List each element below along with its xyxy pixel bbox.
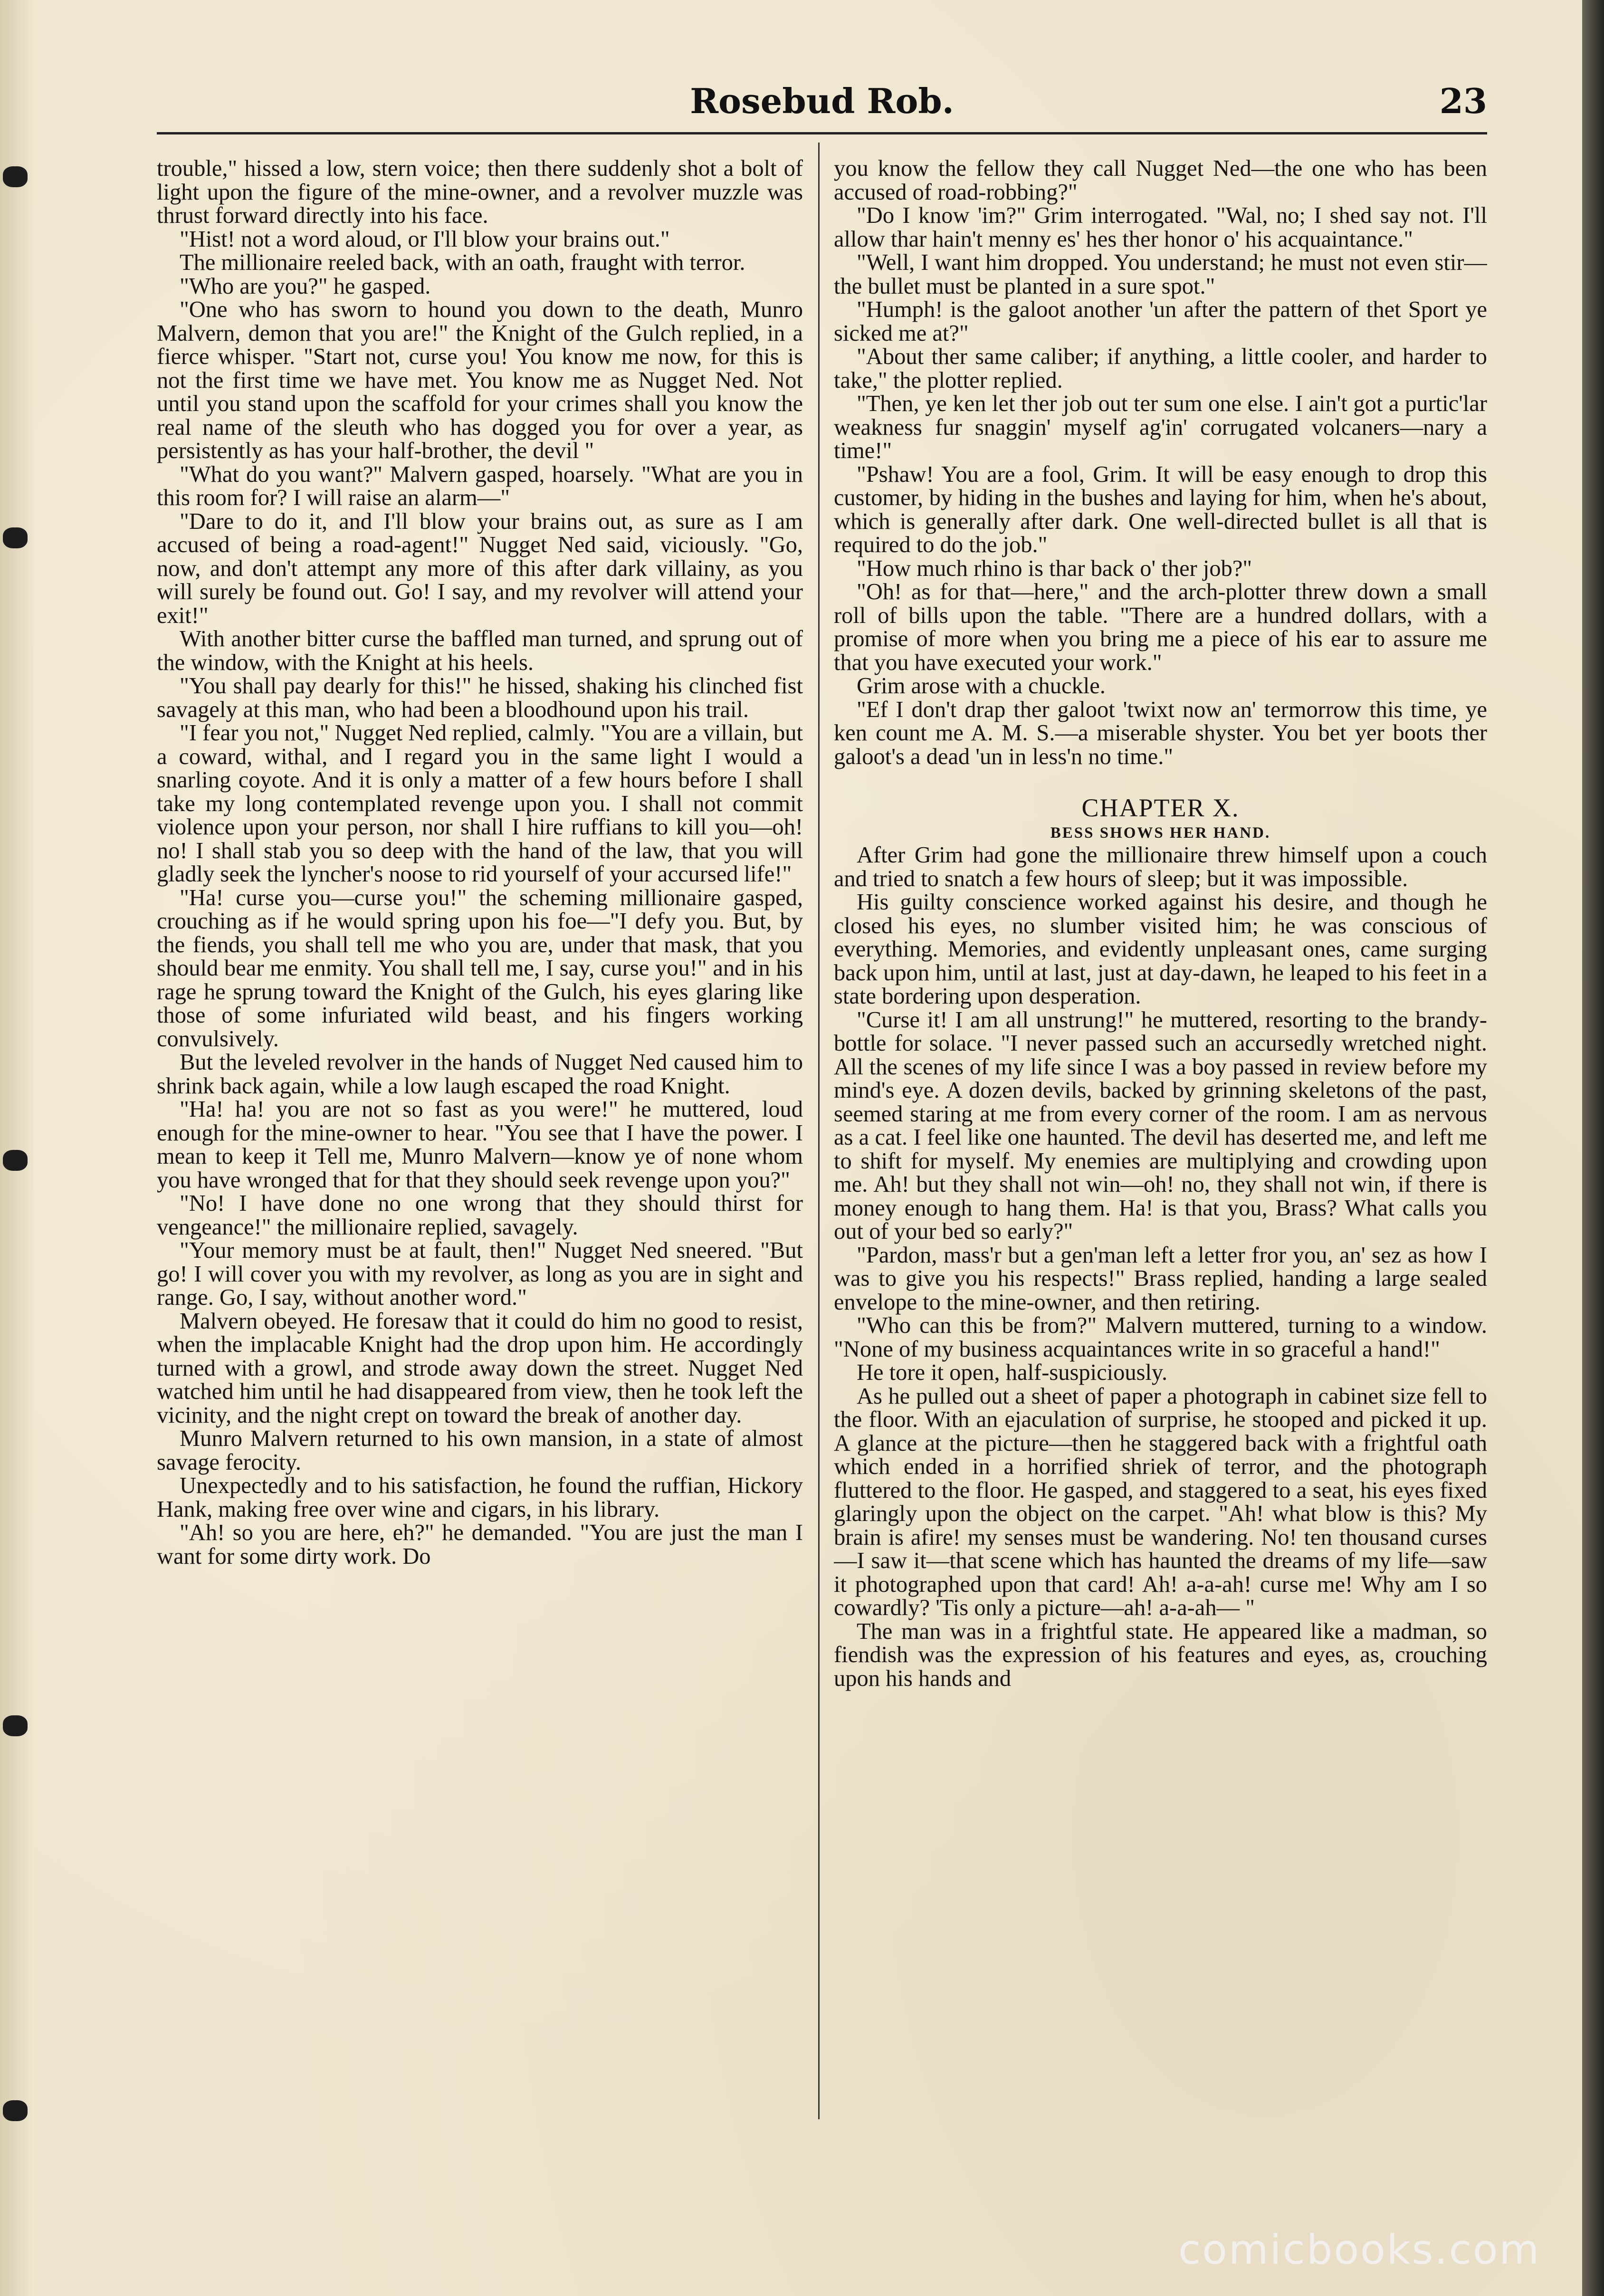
paragraph: "I fear you not," Nugget Ned replied, calmly. "You are a villain, but a coward, withal, and I regard you in the same light I would a snarling coyote. And it is only a matter of a few hours before I shall take my long contemplated revenge upon you. I shall not commit violence upon your person, nor shall I hire ruffians to kill you—oh! no! I shall stab you so deep with the hand of the law, that you will gladly seek the lyncher's noose to rid yourself of your accursed life!": [157, 720, 803, 887]
paragraph: "What do you want?" Malvern gasped, hoarsely. "What are you in this room for? I will raise an alarm—": [157, 461, 803, 510]
paragraph: Unexpectedly and to his satisfaction, he found the ruffian, Hickory Hank, making free over wine and cigars, in his library.: [157, 1473, 803, 1522]
right-column: [834, 157, 1487, 2200]
paragraph: "No! I have done no one wrong that they should thirst for vengeance!" the millionaire replied, savagely.: [157, 1191, 803, 1240]
paragraph: "Do I know 'im?" Grim interrogated. "Wal, no; I shed say not. I'll allow thar hain't menny es' hes ther honor o' his acquaintance.": [834, 203, 1487, 252]
paragraph: "How much rhino is thar back o' ther job?": [857, 555, 1252, 581]
page-number: 23: [1439, 81, 1487, 121]
binding-hole: [3, 2100, 28, 2121]
right-column-text-after: [834, 843, 1487, 1690]
chapter-subtitle: BESS SHOWS HER HAND.: [1050, 824, 1271, 842]
page-edge-shadow: [1582, 0, 1604, 2296]
paragraph: But the leveled revolver in the hands of Nugget Ned caused him to shrink back again, while a low laugh escaped the road Knight.: [157, 1050, 803, 1099]
page-title: Rosebud Rob.: [690, 81, 954, 121]
binding-hole: [3, 1715, 28, 1736]
paragraph: "Humph! is the galoot another 'un after the pattern of thet Sport ye sicked me at?": [834, 297, 1487, 346]
binding-hole: [3, 527, 28, 548]
column-divider: [818, 143, 820, 2119]
paragraph: With another bitter curse the baffled man turned, and sprung out of the window, with the Knight at his heels.: [157, 626, 803, 675]
paragraph: Malvern obeyed. He foresaw that it could do him no good to resist, when the implacable Knight had the drop upon him. He accordingly turned with a growl, and strode away down the street. Nugget Ned watched him until he had disappeared from view, then he took left the vicinity, and the night crept on toward the break of another day.: [157, 1308, 803, 1428]
paragraph: His guilty conscience worked against his desire, and though he closed his eyes, no slumber visited him; he was conscious of everything. Memories, and evidently unpleasant ones, came surging back upon him, until at last, just at day-dawn, he leaped to his feet in a state bordering upon desperation.: [834, 890, 1487, 1009]
paragraph: "Who can this be from?" Malvern muttered, turning to a window. "None of my business acquaintances write in so graceful a hand!": [834, 1313, 1487, 1362]
paragraph: "Ah! so you are here, eh?" he demanded. "You are just the man I want for some dirty work. Do: [157, 1520, 803, 1569]
paragraph: "Then, ye ken let ther job out ter sum one else. I ain't got a purtic'lar weakness fur snaggin' myself ag'in' corrugated volcaners—nary a time!": [834, 391, 1487, 463]
paragraph: He tore it open, half-suspiciously.: [857, 1360, 1168, 1385]
paragraph: The millionaire reeled back, with an oath, fraught with terror.: [180, 250, 745, 275]
paragraph: "Ef I don't drap ther galoot 'twixt now an' termorrow this time, ye ken count me A. M. S.—a miserable shyster. You bet yer boots ther galoot's a dead 'un in less'n no time.": [834, 697, 1487, 769]
paragraph: The man was in a frightful state. He appeared like a madman, so fiendish was the expression of his features and eyes, as, crouching upon his hands and: [834, 1618, 1487, 1691]
paragraph: "You shall pay dearly for this!" he hissed, shaking his clinched fist savagely at this man, who had been a bloodhound upon his trail.: [157, 673, 803, 722]
binding-strip: [0, 0, 33, 2296]
paragraph: "Oh! as for that—here," and the arch-plotter threw down a small roll of bills upon the table. "There are a hundred dollars, with a promise of more when you bring me a piece of his ear to assure me that you have executed your work.": [834, 579, 1487, 675]
paragraph: "Hist! not a word aloud, or I'll blow your brains out.": [180, 226, 670, 252]
paragraph: Grim arose with a chuckle.: [857, 673, 1106, 698]
paragraph: "Dare to do it, and I'll blow your brains out, as sure as I am accused of being a road-agent!" Nugget Ned said, viciously. "Go, now, and don't attempt any more of this after dark villainy, as you will surely be found out. Go! I say, and my revolver will attend your exit!": [157, 508, 803, 628]
paragraph: you know the fellow they call Nugget Ned—the one who has been accused of road-robbing?": [834, 157, 1487, 205]
paragraph: "One who has sworn to hound you down to the death, Munro Malvern, demon that you are!" the Knight of the Gulch replied, in a fierce whisper. "Start not, curse you! You know me now, for this is not the first time we have met. You know me as Nugget Ned. Not until you stand upon the scaffold for your crimes shall you know the real name of the sleuth who has dogged you for over a year, as persistently as has your half-brother, the devil ": [157, 297, 803, 463]
paragraph: As he pulled out a sheet of paper a photograph in cabinet size fell to the floor. With an ejaculation of surprise, he stooped and picked it up. A glance at the picture—then he staggered back with a frightful oath which ended in a horrified shriek of terror, and the photograph fluttered to the floor. He gasped, and staggered to a seat, his eyes fixed glaringly upon the object on the carpet. "Ah! what blow is this? My brain is afire! my senses must be wandering. No! ten thousand curses—I saw it—that scene which has haunted the dreams of my life—saw it photographed upon that card! Ah! a-a-ah! curse me! Why am I so cowardly? 'Tis only a picture—ah! a-a-ah— ": [834, 1383, 1487, 1620]
paragraph: trouble," hissed a low, stern voice; then there suddenly shot a bolt of light upon the figure of the mine-owner, and a revolver muzzle was thrust forward directly into his face.: [157, 157, 803, 228]
left-column: [157, 157, 803, 2200]
watermark: comicbooks.com: [1178, 2226, 1541, 2274]
paragraph: "Who are you?" he gasped.: [180, 273, 431, 299]
right-column-text-before: [834, 157, 1487, 768]
paragraph: "Well, I want him dropped. You understand; he must not even stir—the bullet must be planted in a sure spot.": [834, 250, 1487, 299]
paragraph: "Ha! ha! you are not so fast as you were!" he muttered, loud enough for the mine-owner to hear. "You see that I have the power. I mean to keep it Tell me, Munro Malvern—know ye of none whom you have wronged that for that they should seek revenge upon you?": [157, 1097, 803, 1193]
paragraph: "Ha! curse you—curse you!" the scheming millionaire gasped, crouching as if he would spring upon his foe—"I defy you. But, by the fiends, you shall tell me who you are, under that mask, that you should bear me enmity. You shall tell me, I say, curse you!" and in his rage he sprung toward the Knight of the Gulch, his eyes glaring like those of some infuriated wild beast, and his fingers working convulsively.: [157, 885, 803, 1052]
paragraph: Munro Malvern returned to his own mansion, in a state of almost savage ferocity.: [157, 1426, 803, 1475]
binding-hole: [3, 166, 28, 187]
header-rule: [157, 132, 1487, 134]
binding-hole: [3, 1150, 28, 1171]
paragraph: After Grim had gone the millionaire threw himself upon a couch and tried to snatch a few hours of sleep; but it was impossible.: [834, 842, 1487, 891]
paragraph: "Curse it! I am all unstrung!" he muttered, resorting to the brandy-bottle for solace. "I never passed such an accursedly wretched night. All the scenes of my life since I was a boy passed in review before my mind's eye. A dozen devils, backed by grinning skeletons of the past, seemed staring at me from every corner of the room. I am as nervous as a cat. I feel like one haunted. The devil has deserted me, and left me to shift for myself. My enemies are multiplying and crowding upon me. Ah! but they shall not win—oh! no, they shall not win, if there is money enough to hang them. Ha! is that you, Brass? What calls you out of your bed so early?": [834, 1007, 1487, 1244]
paragraph: "Your memory must be at fault, then!" Nugget Ned sneered. "But go! I will cover you with my revolver, as long as you are in sight and range. Go, I say, without another word.": [157, 1238, 803, 1310]
paragraph: "Pshaw! You are a fool, Grim. It will be easy enough to drop this customer, by hiding in the bushes and laying for him, when he's about, which is generally after dark. One well-directed bullet is all that is required to do the job.": [834, 461, 1487, 557]
chapter-heading: CHAPTER X.: [1081, 794, 1240, 822]
paragraph: "Pardon, mass'r but a gen'man left a letter fror you, an' sez as how I was to give you his respects!" Brass replied, handing a large sealed envelope to the mine-owner, and then retiring.: [834, 1242, 1487, 1315]
running-header: [157, 81, 1487, 124]
paragraph: "About ther same caliber; if anything, a little cooler, and harder to take," the plotter replied.: [834, 344, 1487, 393]
